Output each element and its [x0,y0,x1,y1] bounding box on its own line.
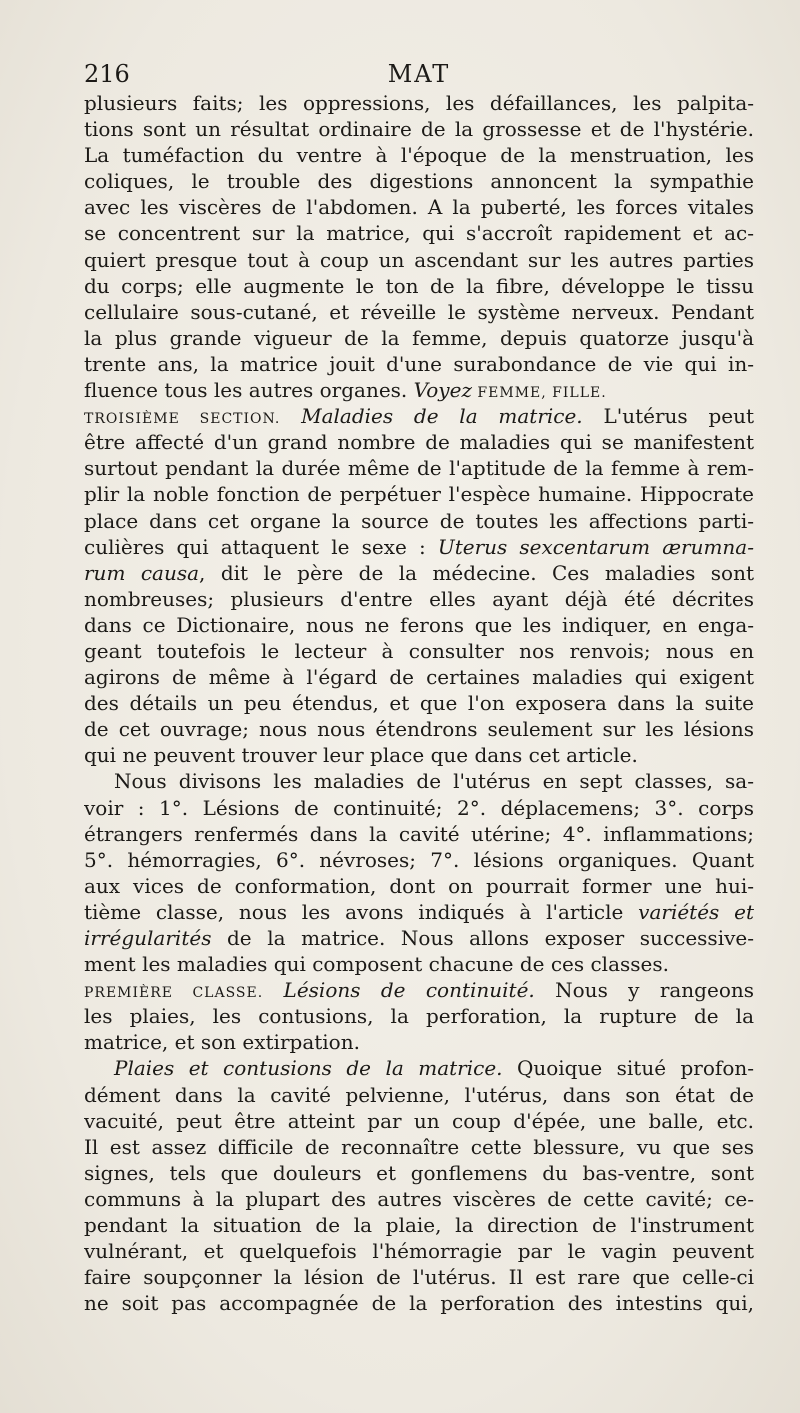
text-line: la plus grande vigueur de la femme, depuis quatorze jusqu'à [84,325,754,350]
text-line: dans ce Dictionaire, nous ne ferons que les indiquer, en enga- [84,612,754,637]
text-line: place dans cet organe la source de toutes les affections parti- [84,508,754,533]
text-line: avec les viscères de l'abdomen. A la puberté, les forces vitales [84,195,754,220]
text-line: qui ne peuvent trouver leur place que dans cet article. [84,743,638,768]
text-line: ne soit pas accompagnée de la perforation des intestins qui, [84,1291,754,1316]
text-line: vulnérant, et quelquefois l'hémorragie par le vagin peuvent [84,1239,754,1264]
text-line: La tuméfaction du ventre à l'époque de la menstruation, les [84,143,754,168]
section-heading-line: TROISIÈME SECTION. Maladies de la matrice. L'utérus peut [84,404,754,429]
text-line: Nous divisons les maladies de l'utérus en sept classes, sa- [114,769,754,794]
text-line: être affecté d'un grand nombre de maladies qui se manifestent [84,430,754,455]
text-line: quiert presque tout à coup un ascendant sur les autres parties [84,247,754,272]
text-line: Il est assez difficile de reconnaître cette blessure, vu que ses [84,1134,754,1159]
text-line: des détails un peu étendus, et que l'on exposera dans la suite [84,691,754,716]
section-label: TROISIÈME SECTION. [84,411,281,428]
text-line: irrégularités de la matrice. Nous allons exposer successive- [84,926,754,950]
text-line: ment les maladies qui composent chacune de ces classes. [84,952,669,977]
text-line: vacuité, peut être atteint par un coup d'épée, une balle, etc. [84,1108,754,1133]
running-head: MAT [387,60,451,88]
text-line: du corps; elle augmente le ton de la fibre, développe le tissu [84,273,754,298]
text-line: surtout pendant la durée même de l'aptitude de la femme à rem- [84,456,754,481]
text-line: coliques, le trouble des digestions annoncent la sympathie [84,169,754,194]
text-line: aux vices de conformation, dont on pourrait former une hui- [84,873,754,898]
section-heading-line: PREMIÈRE CLASSE. Lésions de continuité. Nous y rangeons [84,978,754,1003]
text-line: trente ans, la matrice jouit d'une surabondance de vie qui in- [84,351,754,376]
text-line: fluence tous les autres organes. Voyez FEMME, FILLE. [84,378,607,403]
text-line: geant toutefois le lecteur à consulter nos renvois; nous en [84,638,754,663]
text-line: dément dans la cavité pelvienne, l'utérus, dans son état de [84,1082,754,1107]
text-line: agirons de même à l'égard de certaines maladies qui exigent [84,665,754,690]
subsection-title: Plaies et contusions de la matrice. [114,1056,503,1081]
section-title: Maladies de la matrice. [280,404,583,429]
text-line: pendant la situation de la plaie, la direction de l'instrument [84,1213,754,1238]
page-header [84,60,754,92]
text-line: voir : 1°. Lésions de continuité; 2°. déplacemens; 3°. corps [84,795,754,820]
class-title: Lésions de continuité. [263,978,535,1003]
text-line: rum causa, dit le père de la médecine. Ces maladies sont [84,560,754,585]
text-line: les plaies, les contusions, la perforation, la rupture de la [84,1004,754,1029]
text-line: étrangers renfermés dans la cavité utérine; 4°. inflammations; [84,821,754,846]
text-line: 5°. hémorragies, 6°. névroses; 7°. lésions organiques. Quant [84,847,754,872]
body-text [84,90,754,1316]
text-line: culières qui attaquent le sexe : Uterus sexcentarum ærumna- [84,534,754,559]
subsection-heading-line: Plaies et contusions de la matrice. Quoique situé profon- [114,1056,754,1081]
text-line: cellulaire sous-cutané, et réveille le système nerveux. Pendant [84,299,754,324]
text-line: faire soupçonner la lésion de l'utérus. Il est rare que celle-ci [84,1265,754,1290]
text-line: plir la noble fonction de perpétuer l'espèce humaine. Hippocrate [84,482,754,507]
text-line: se concentrent sur la matrice, qui s'accroît rapidement et ac- [84,221,754,246]
page-number: 216 [84,60,130,88]
text-line: tième classe, nous les avons indiqués à l'article variétés et [84,899,754,924]
text-line: matrice, et son extirpation. [84,1030,360,1055]
text-line: nombreuses; plusieurs d'entre elles ayant déjà été décrites [84,586,754,611]
text-line: de cet ouvrage; nous nous étendrons seulement sur les lésions [84,717,754,742]
text-line: communs à la plupart des autres viscères de cette cavité; ce- [84,1186,754,1211]
text-line: signes, tels que douleurs et gonflemens du bas-ventre, sont [84,1160,754,1185]
class-label: PREMIÈRE CLASSE. [84,985,264,1002]
text-line: tions sont un résultat ordinaire de la grossesse et de l'hystérie. [84,117,754,142]
text-line: plusieurs faits; les oppressions, les défaillances, les palpita- [84,91,754,115]
